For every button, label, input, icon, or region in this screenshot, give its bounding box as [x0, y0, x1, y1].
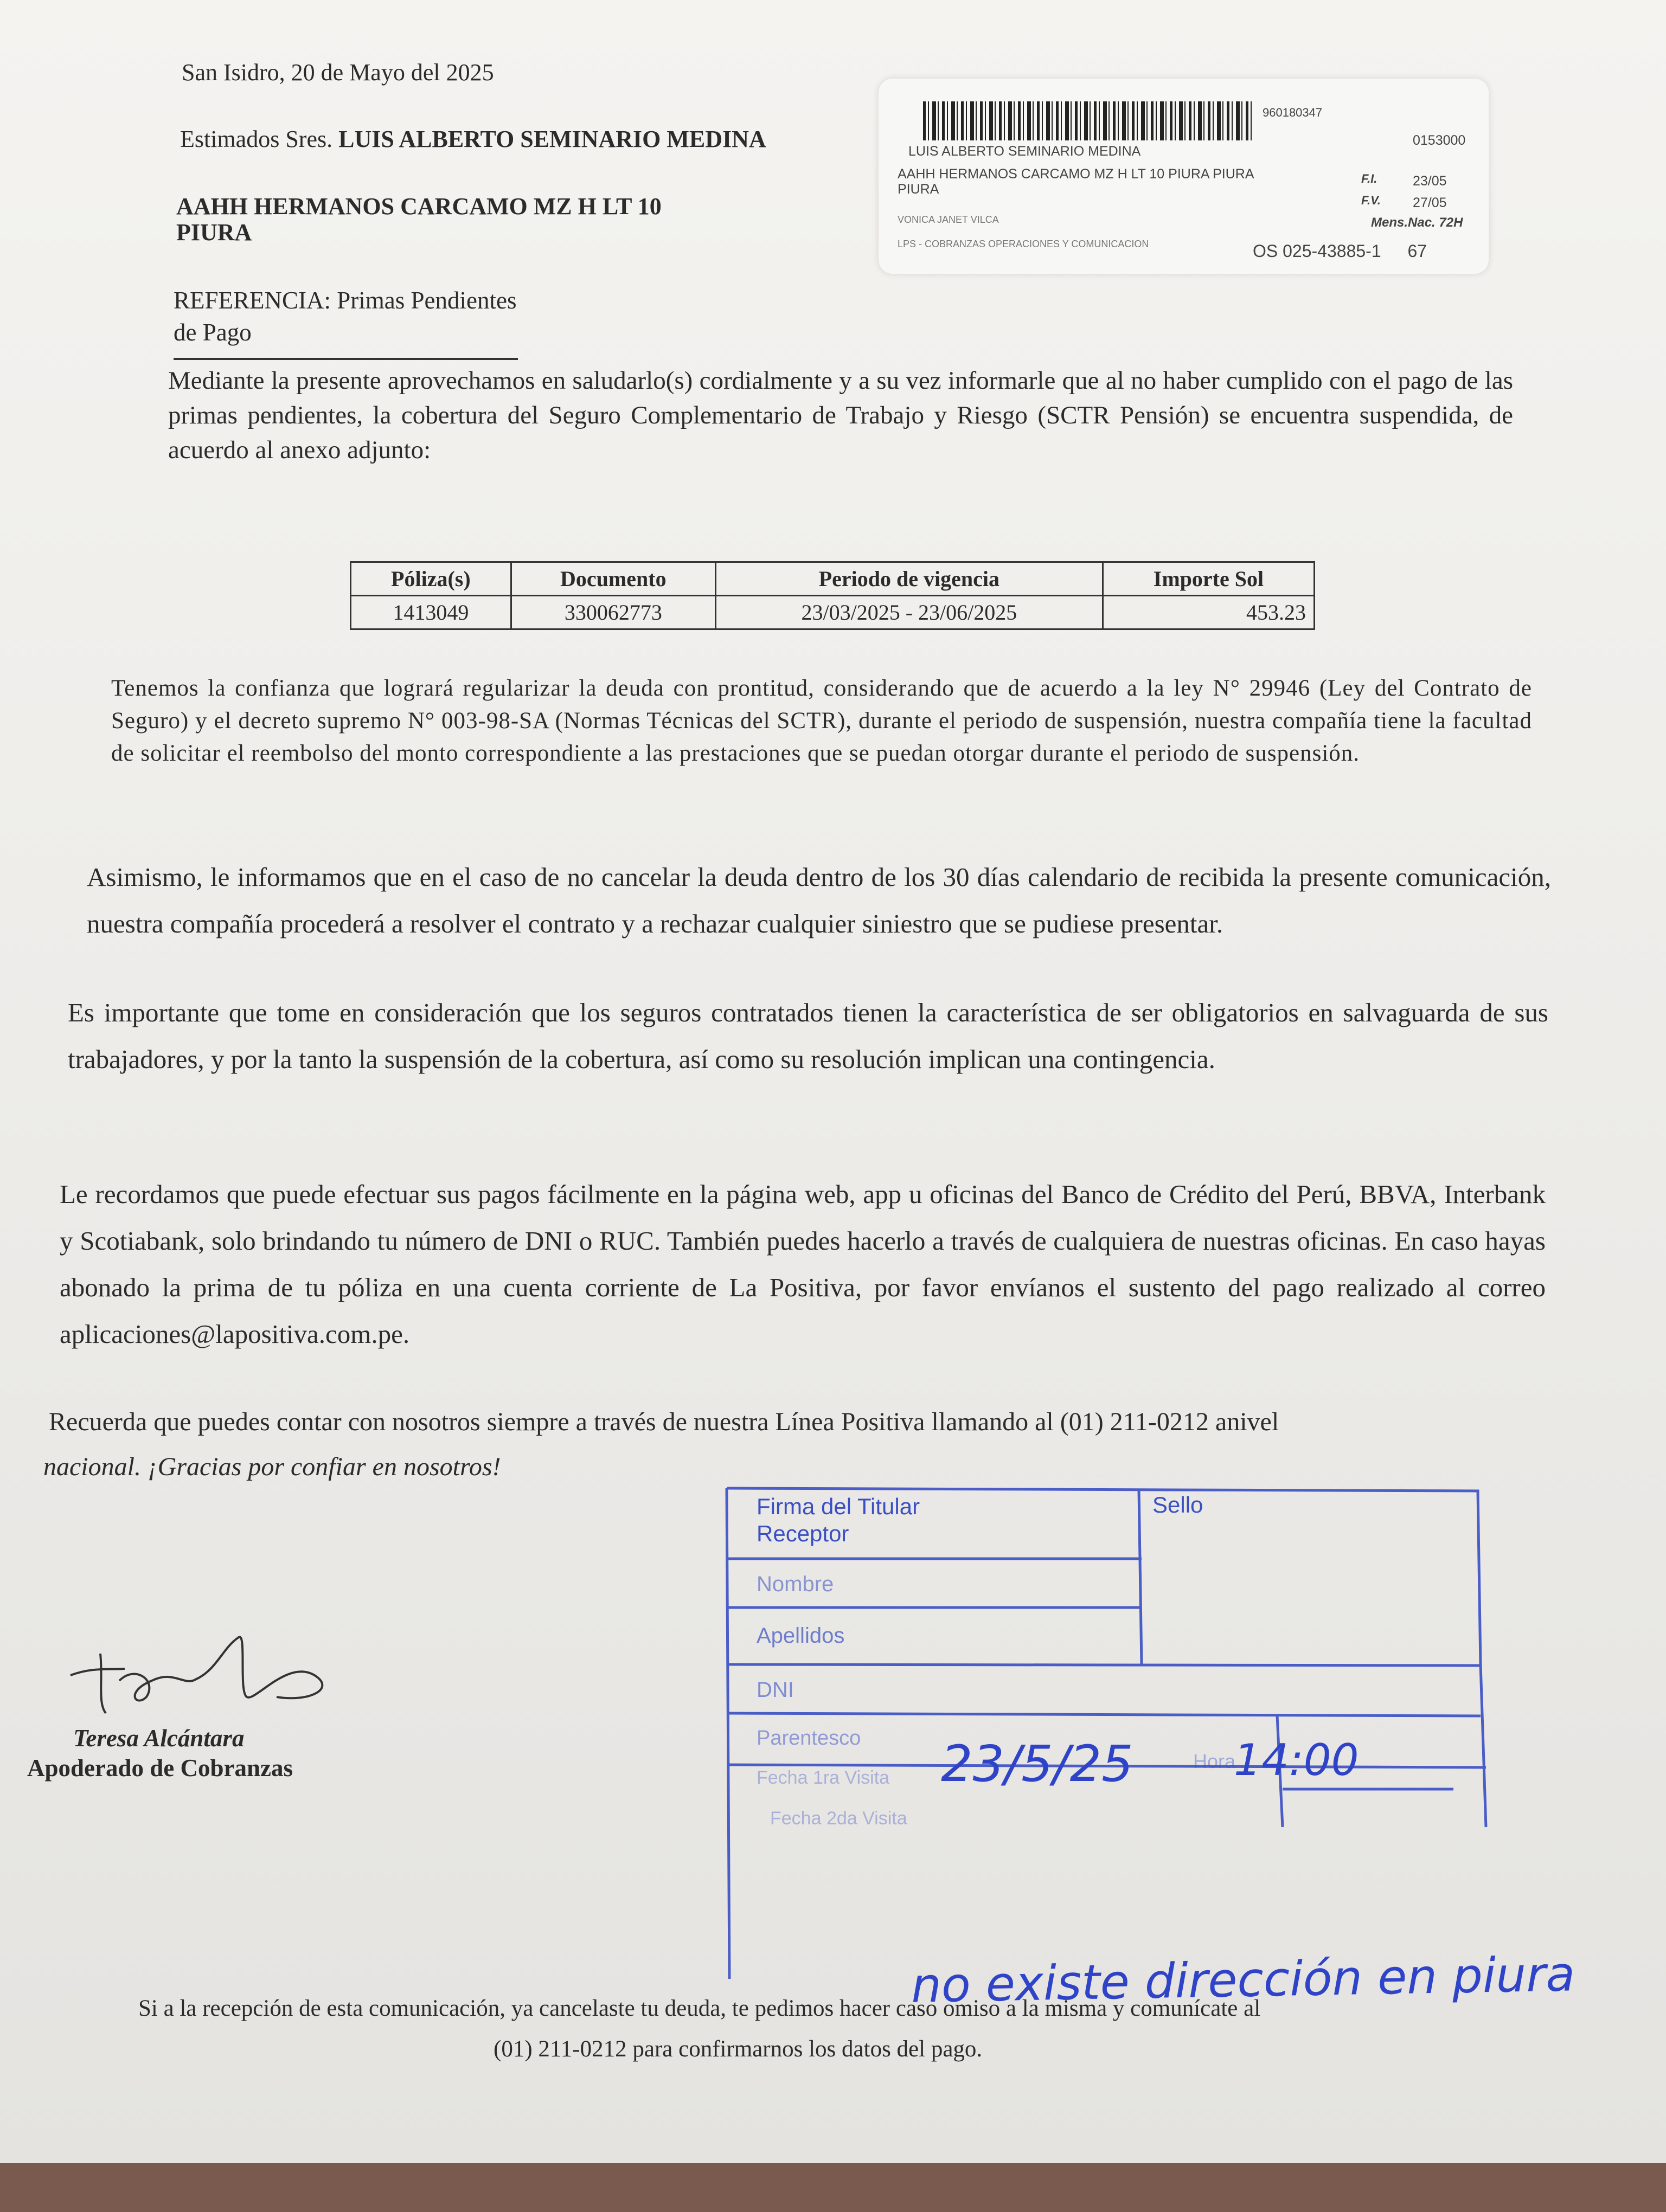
signature-image	[60, 1616, 353, 1724]
footer-line-2: (01) 211-0212 para confirmarnos los datos del pago.	[494, 2036, 983, 2062]
table-header-row	[351, 562, 1315, 596]
header-poliza: Póliza(s)	[351, 562, 511, 596]
cell-importe: 453.23	[1103, 596, 1314, 629]
date-line: San Isidro, 20 de Mayo del 2025	[182, 59, 494, 86]
table-row	[351, 596, 1315, 629]
label-address: AAHH HERMANOS CARCAMO MZ H LT 10 PIURA PIURA	[898, 166, 1254, 182]
paragraph-3: Asimismo, le informamos que en el caso de no cancelar la deuda dentro de los 30 días calendario de recibida la presente comunicación, nuestra compañía procederá a resolver el contrato y a rechazar cualquier siniestro que se pudiese presentar.	[87, 862, 1551, 938]
label-os	[1253, 241, 1427, 261]
label-mens: Mens.Nac. 72H	[1371, 215, 1463, 230]
greeting	[180, 124, 766, 155]
label-code: 0153000	[1413, 133, 1466, 148]
fv-value: 27/05	[1413, 195, 1447, 210]
stamp-dni: DNI	[757, 1678, 794, 1702]
label-contact: VONICA JANET VILCA	[898, 214, 999, 225]
os-suffix: 67	[1407, 241, 1427, 261]
header-documento: Documento	[511, 562, 715, 596]
handwritten-note: no existe dirección en piura	[911, 1946, 1576, 2014]
greeting-prefix: Estimados Sres.	[180, 126, 333, 152]
address-line-1: AAHH HERMANOS CARCAMO MZ H LT 10	[176, 193, 662, 220]
stamp-apellidos: Apellidos	[757, 1624, 845, 1648]
policy-table	[350, 561, 1315, 630]
address-line-2: PIURA	[176, 219, 252, 246]
label-city: PIURA	[898, 182, 939, 197]
paragraph-1: Mediante la presente aprovechamos en saludarlo(s) cordialmente y a su vez informarle que al no haber cumplido con el pago de las primas pendientes, la cobertura del Seguro Complementario de Trabajo y Riesgo (SCTR Pensión) se encuentra suspendida, de acuerdo al anexo adjunto:	[168, 366, 1513, 464]
fi-label: F.I.	[1361, 172, 1377, 185]
paragraph-4: Es importante que tome en consideración que los seguros contratados tienen la característica de ser obligatorios en salvaguarda de sus trabajadores, y por la tanto la suspensión de la cobertura, así como su resolución implican una contingencia.	[68, 998, 1548, 1074]
label-name: LUIS ALBERTO SEMINARIO MEDINA	[908, 144, 1141, 159]
stamp-parentesco: Parentesco	[757, 1727, 861, 1750]
stamp-visita-1: Fecha 1ra Visita	[757, 1767, 890, 1788]
signer-name: Teresa Alcántara	[73, 1725, 245, 1752]
paragraph-6-line-2: nacional. ¡Gracias por confiar en nosotros!	[43, 1452, 501, 1481]
label-department: LPS - COBRANZAS OPERACIONES Y COMUNICACION	[898, 239, 1149, 249]
cell-documento: 330062773	[511, 596, 715, 629]
fv-label: F.V.	[1361, 194, 1381, 207]
stamp-firma: Firma del Titular	[757, 1494, 920, 1519]
barcode-number: 960180347	[1263, 106, 1323, 119]
stamp-nombre: Nombre	[757, 1572, 834, 1596]
stamp-hora: Hora	[1193, 1750, 1236, 1772]
barcode	[923, 101, 1254, 140]
signer-title: Apoderado de Cobranzas	[27, 1754, 293, 1782]
os-value: 025-43885-1	[1283, 241, 1381, 261]
cell-poliza: 1413049	[351, 596, 511, 629]
paragraph-6-line-1: Recuerda que puedes contar con nosotros siempre a través de nuestra Línea Positiva llamando al (01) 211-0212 anivel	[49, 1407, 1279, 1436]
fi-value: 23/05	[1413, 173, 1447, 189]
handwritten-date: 23/5/25	[941, 1735, 1133, 1793]
handwritten-time: 14:00	[1234, 1735, 1359, 1785]
header-importe: Importe Sol	[1103, 562, 1314, 596]
stamp-visita-2: Fecha 2da Visita	[770, 1808, 907, 1829]
paragraph-2: Tenemos la confianza que logrará regularizar la deuda con prontitud, considerando que de acuerdo a la ley N° 29946 (Ley del Contrato de Seguro) y el decreto supremo N° 003-98-SA (Normas Técnicas del SCTR), durante el periodo de suspensión, nuestra compañía tiene la facultad de solicitar el reembolso del monto correspondiente a las prestaciones que se puedan otorgar durante el periodo de suspensión.	[111, 676, 1532, 766]
cell-periodo: 23/03/2025 - 23/06/2025	[715, 596, 1103, 629]
paragraph-5: Le recordamos que puede efectuar sus pagos fácilmente en la página web, app u oficinas del Banco de Crédito del Perú, BBVA, Interbank y Scotiabank, solo brindando tu número de DNI o RUC. También puedes hacerlo a través de cualquiera de nuestras oficinas. En caso hayas abonado la prima de tu póliza en una cuenta corriente de La Positiva, por favor envíanos el sustento del pago realizado al correo aplicaciones@lapositiva.com.pe.	[60, 1179, 1546, 1349]
recipient-name: LUIS ALBERTO SEMINARIO MEDINA	[338, 126, 766, 152]
header-periodo: Periodo de vigencia	[715, 562, 1103, 596]
os-label: OS	[1253, 241, 1278, 261]
stamp-receptor: Receptor	[757, 1521, 849, 1546]
reference-line: REFERENCIA: Primas Pendientes de Pago	[174, 285, 518, 360]
stamp-sello: Sello	[1152, 1492, 1203, 1517]
courier-label	[879, 79, 1489, 274]
footer-line-1: Si a la recepción de esta comunicación, ya cancelaste tu deuda, te pedimos hacer caso omiso a la misma y comunícate al	[138, 1996, 1261, 2021]
